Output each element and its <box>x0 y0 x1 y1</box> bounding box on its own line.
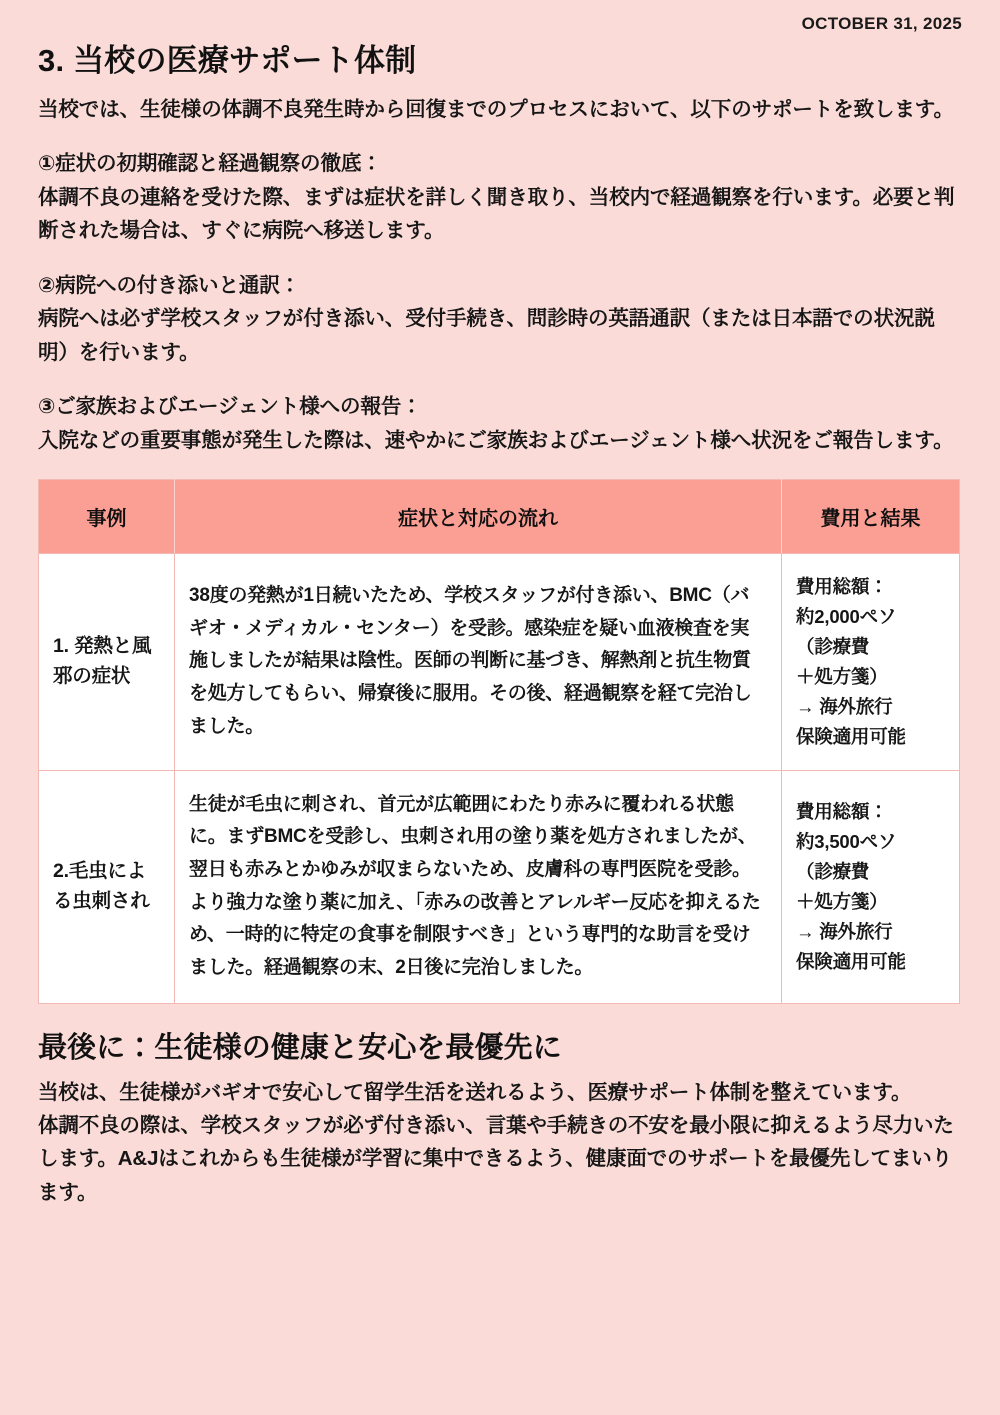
case-table <box>38 479 960 1004</box>
support-section-3-title: ③ご家族およびエージェント様への報告： <box>38 394 422 418</box>
table-header-case: 事例 <box>39 479 175 553</box>
closing-paragraph-2: 体調不良の際は、学校スタッフが必ず付き添い、言葉や手続きの不安を最小限に抑えるよう尽力いたします。A&Jはこれからも生徒様が学習に集中できるよう、健康面でのサポートを最優先してまいります。 <box>38 1114 954 1204</box>
support-section-3 <box>38 391 964 457</box>
table-row <box>39 553 960 770</box>
closing-paragraph-1: 当校は、生徒様がバギオで安心して留学生活を送れるよう、医療サポート体制を整えています。 <box>38 1080 912 1104</box>
table-cell-cost: 費用総額： 約3,500ペソ （診療費 ＋処方箋） → 海外旅行 保険適用可能 <box>782 770 960 1003</box>
intro-paragraph: 当校では、生徒様の体調不良発生時から回復までのプロセスにおいて、以下のサポートを致します。 <box>38 98 954 122</box>
date-text: OCTOBER 31, 2025 <box>801 14 962 33</box>
support-section-3-body: 入院などの重要事態が発生した際は、速やかにご家族およびエージェント様へ状況をご報告します。 <box>38 428 954 452</box>
case-table-body <box>39 553 960 1003</box>
support-section-1-title: ①症状の初期確認と経過観察の徹底： <box>38 152 382 176</box>
table-header-row <box>39 479 960 553</box>
case-table-head <box>39 479 960 553</box>
support-section-1 <box>38 148 964 247</box>
table-row <box>39 770 960 1003</box>
table-header-cost: 費用と結果 <box>782 479 960 553</box>
page-title: 3. 当校の医療サポート体制 <box>38 43 417 78</box>
closing-heading: 最後に：生徒様の健康と安心を最優先に <box>38 1031 562 1064</box>
support-section-2 <box>38 270 964 369</box>
table-cell-case: 2.毛虫による虫刺され <box>39 770 175 1003</box>
support-section-2-body: 病院へは必ず学校スタッフが付き添い、受付手続き、問診時の英語通訳（または日本語での状況説明）を行います。 <box>38 307 935 364</box>
table-header-flow: 症状と対応の流れ <box>175 479 782 553</box>
table-cell-case: 1. 発熱と風邪の症状 <box>39 553 175 770</box>
table-cell-flow: 38度の発熱が1日続いたため、学校スタッフが付き添い、BMC（バギオ・メディカル・センター）を受診。感染症を疑い血液検査を実施しましたが結果は陰性。医師の判断に基づき、解熱剤と抗生物質を処方してもらい、帰寮後に服用。その後、経過観察を経て完治しました。 <box>175 553 782 770</box>
support-section-1-body: 体調不良の連絡を受けた際、まずは症状を詳しく聞き取り、当校内で経過観察を行います。必要と判断された場合は、すぐに病院へ移送します。 <box>38 186 955 243</box>
support-section-2-title: ②病院への付き添いと通訳： <box>38 273 301 297</box>
table-cell-flow: 生徒が毛虫に刺され、首元が広範囲にわたり赤みに覆われる状態に。まずBMCを受診し、虫刺され用の塗り薬を処方されましたが、翌日も赤みとかゆみが収まらないため、皮膚科の専門医院を受診。より強力な塗り薬に加え、「赤みの改善とアレルギー反応を抑えるため、一時的に特定の食事を制限すべき」という専門的な助言を受けました。経過観察の末、2日後に完治しました。 <box>175 770 782 1003</box>
date-header <box>38 10 964 34</box>
table-cell-cost: 費用総額： 約2,000ペソ （診療費 ＋処方箋） → 海外旅行 保険適用可能 <box>782 553 960 770</box>
